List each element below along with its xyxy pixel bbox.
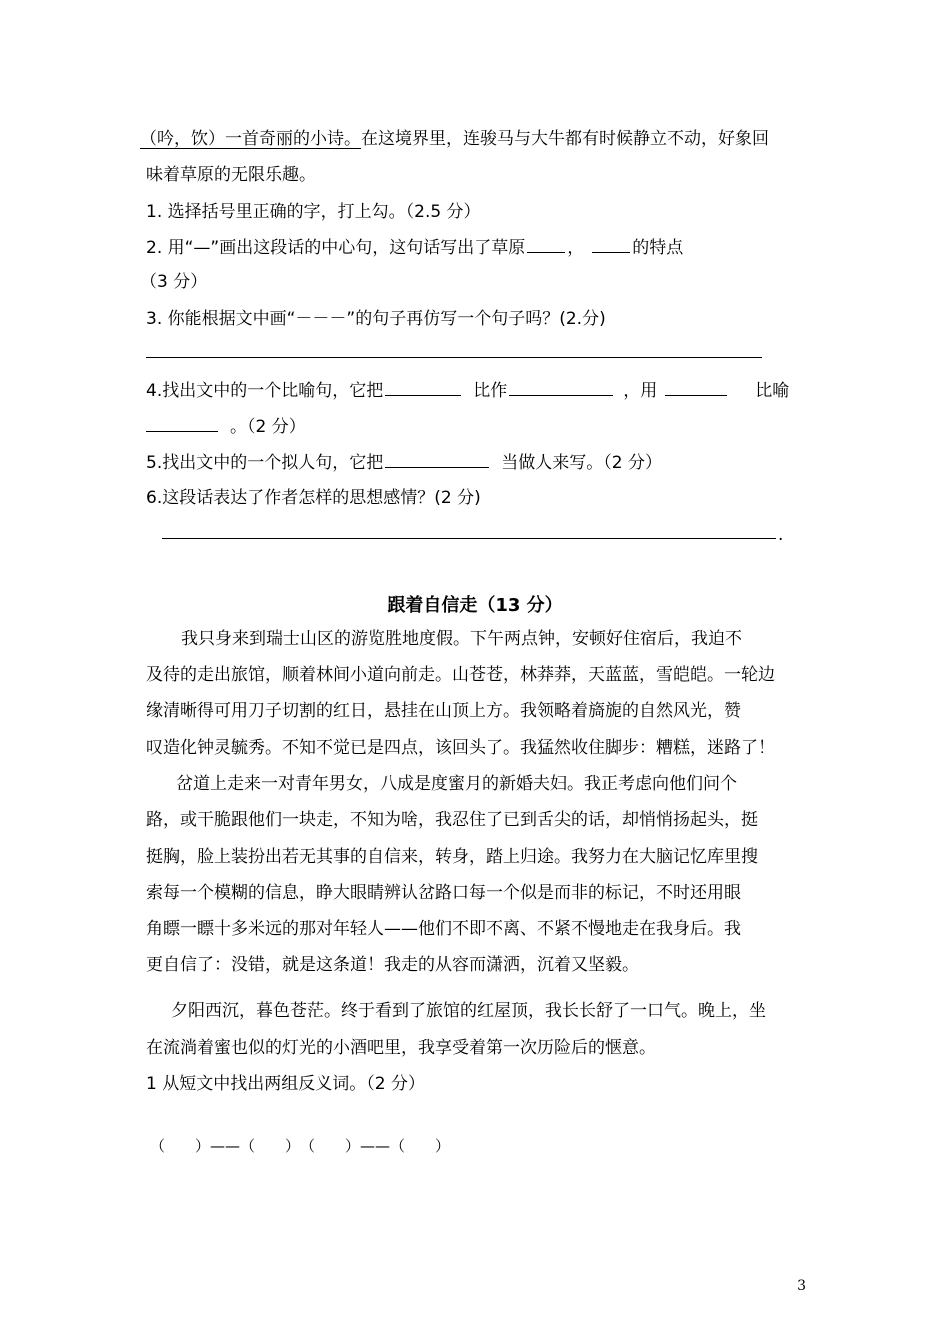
- answer-blank-4c[interactable]: [665, 378, 727, 396]
- question-5-text-b: 当做人来写。（2 分）: [501, 453, 662, 473]
- passage-line-7: 挺胸，脸上装扮出若无其事的自信来，转身，踏上归途。我努力在大脑记忆库里搜: [146, 847, 758, 867]
- question-5-text-a: 5.找出文中的一个拟人句，它把: [146, 453, 384, 473]
- passage-line-3: 缘清晰得可用刀子切割的红日，悬挂在山顶上方。我领略着旖旎的自然风光，赞: [146, 701, 741, 721]
- question-2-sep: ，: [567, 238, 585, 258]
- passage-line-12: 在流淌着蜜也似的灯光的小酒吧里，我享受着第一次历险后的惬意。: [146, 1038, 656, 1058]
- passage-line-5: 岔道上走来一对青年男女，八成是度蜜月的新婚夫妇。我正考虑向他们问个: [176, 774, 737, 794]
- question-4-end: 。（2 分）: [230, 417, 306, 437]
- top-para-line-2: 味着草原的无限乐趣。: [146, 165, 316, 185]
- underlined-phrase: （吟，饮）一首奇丽的小诗。: [140, 129, 361, 149]
- passage-line-6: 路，或干脆跟他们一块走，不知为啥，我忍住了已到舌尖的话，却悄悄扬起头，挺: [146, 810, 758, 830]
- answer-line-3[interactable]: [146, 357, 762, 358]
- question-3: 3. 你能根据文中画“－－－”的句子再仿写一个句子吗？(2.分): [146, 309, 606, 329]
- answer-blank-4a[interactable]: [385, 378, 461, 396]
- passage-line-2: 及待的走出旅馆，顺着林间小道向前走。山苍苍，林莽莽，天蓝蓝，雪皑皑。一轮边: [146, 665, 775, 685]
- question-2-score: （3 分）: [140, 272, 208, 292]
- question-2-text-a: 2. 用“—”画出这段话的中心句，这句话写出了草原: [146, 238, 526, 258]
- antonym-answer-slots[interactable]: （ ）——（ ） （ ）——（ ）: [150, 1137, 451, 1155]
- passage-line-8: 索每一个模糊的信息，睁大眼睛辨认岔路口每一个似是而非的标记，不时还用眼: [146, 883, 741, 903]
- question-4-continued: [146, 414, 306, 439]
- question-5: [146, 450, 662, 475]
- answer-blank-5[interactable]: [385, 450, 489, 468]
- question-1: 1. 选择括号里正确的字，打上勾。（2.5 分）: [146, 202, 481, 222]
- question-4-text-c: ，用: [623, 381, 658, 401]
- question-4: [146, 378, 789, 403]
- top-para-line-1-rest: 在这境界里，连骏马与大牛都有时候静立不动，好象回: [361, 129, 769, 149]
- answer-line-6-period: .: [778, 525, 784, 545]
- answer-blank-2b[interactable]: [592, 235, 630, 253]
- question-4-text-a: 4.找出文中的一个比喻句，它把: [146, 381, 384, 401]
- answer-line-6[interactable]: [162, 538, 776, 539]
- sub-question-1: 1 从短文中找出两组反义词。（2 分）: [146, 1074, 425, 1094]
- question-2: [146, 235, 683, 260]
- passage-line-9: 角瞟一瞟十多米远的那对年轻人——他们不即不离、不紧不慢地走在我身后。我: [146, 919, 741, 939]
- section-title: 跟着自信走（13 分）: [387, 595, 563, 616]
- question-4-text-d: 比喻: [755, 381, 790, 401]
- page-number: 3: [797, 1278, 806, 1294]
- answer-blank-2a[interactable]: [527, 235, 565, 253]
- passage-line-4: 叹造化钟灵毓秀。不知不觉已是四点，该回头了。我猛然收住脚步：糟糕，迷路了！: [146, 738, 775, 758]
- answer-blank-4b[interactable]: [509, 378, 613, 396]
- question-2-text-b: 的特点: [632, 238, 684, 258]
- question-6: 6.这段话表达了作者怎样的思想感情？(2 分): [146, 488, 481, 508]
- answer-blank-4d[interactable]: [146, 414, 218, 432]
- question-4-text-b: 比作: [473, 381, 508, 401]
- passage-line-11: 夕阳西沉，暮色苍茫。终于看到了旅馆的红屋顶，我长长舒了一口气。晚上，坐: [171, 1001, 766, 1021]
- passage-line-10: 更自信了：没错，就是这条道！我走的从容而潇洒，沉着又坚毅。: [146, 955, 639, 975]
- passage-line-1: 我只身来到瑞士山区的游览胜地度假。下午两点钟，安顿好住宿后，我迫不: [181, 629, 742, 649]
- top-para-line-1: [140, 127, 769, 151]
